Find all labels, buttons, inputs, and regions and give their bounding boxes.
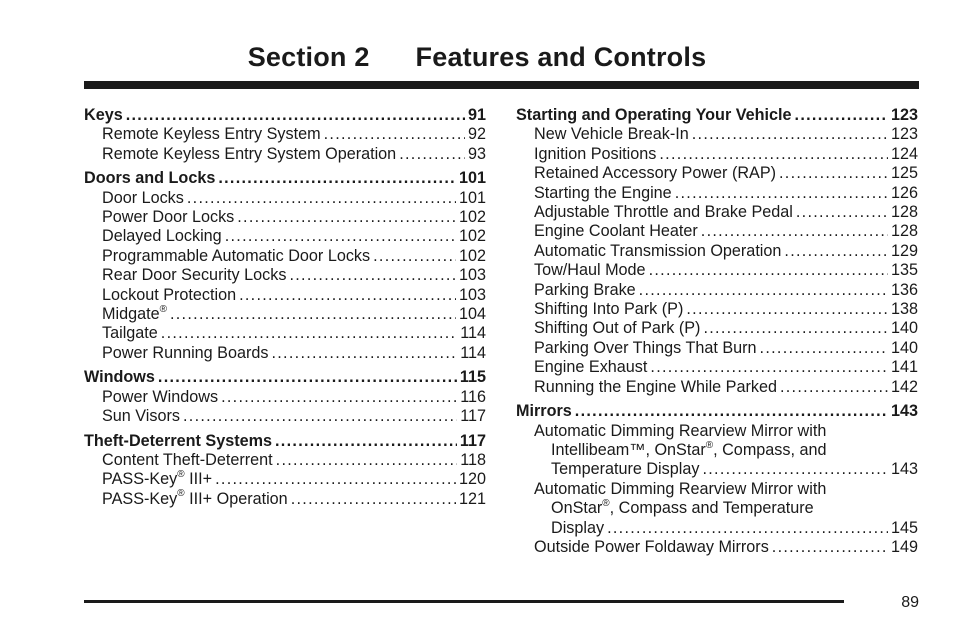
page-number: 89 <box>901 594 919 611</box>
toc-entry[interactable]: Ignition Positions . . . 124 <box>516 145 918 164</box>
toc-entry-line: Intellibeam™, OnStar®, Compass, and <box>551 439 827 459</box>
toc-entry[interactable]: Programmable Automatic Door Locks . . . 102 <box>84 247 486 266</box>
toc-entry[interactable]: Power Running Boards . . . 114 <box>84 344 486 363</box>
toc-entry[interactable]: Content Theft-Deterrent . . . 118 <box>84 451 486 470</box>
toc-entry-mirror-onstar[interactable] <box>516 480 918 538</box>
toc-entry[interactable]: Automatic Transmission Operation . . . 129 <box>516 242 918 261</box>
toc-entry-line: OnStar®, Compass and Temperature <box>551 497 814 518</box>
toc-heading[interactable]: Mirrors . . . 143 <box>516 402 918 421</box>
toc-entry-line: Automatic Dimming Rearview Mirror with <box>534 421 827 440</box>
toc-group-doors-and-locks <box>84 169 486 363</box>
toc-entry-mirror-intellibeam[interactable] <box>516 422 918 480</box>
toc-entry[interactable]: Sun Visors . . . 117 <box>84 407 486 426</box>
toc-entry[interactable]: Rear Door Security Locks . . . 103 <box>84 266 486 285</box>
toc-heading[interactable]: Starting and Operating Your Vehicle . . . 123 <box>516 106 918 125</box>
toc-group-starting <box>516 106 918 397</box>
registered-mark: ® <box>177 468 185 480</box>
toc-heading[interactable]: Keys . . . 91 <box>84 106 486 125</box>
toc-entry[interactable]: Power Windows . . . 116 <box>84 388 486 407</box>
toc-group-windows <box>84 368 486 426</box>
footer-rule <box>84 600 844 603</box>
section-title <box>0 42 954 73</box>
toc-entry[interactable]: Remote Keyless Entry System . . . 92 <box>84 125 486 144</box>
toc-entry[interactable]: Adjustable Throttle and Brake Pedal . . . 128 <box>516 203 918 222</box>
toc-entry[interactable]: Midgate® . . . 104 <box>84 305 486 324</box>
registered-mark: ® <box>177 488 185 500</box>
toc-right-column <box>516 106 918 562</box>
toc-heading[interactable]: Doors and Locks . . . 101 <box>84 169 486 188</box>
toc-entry[interactable]: Shifting Out of Park (P) . . . 140 <box>516 319 918 338</box>
toc-group-mirrors <box>516 402 918 557</box>
toc-entry[interactable]: Parking Brake . . . 136 <box>516 281 918 300</box>
toc-entry[interactable]: Remote Keyless Entry System Operation . . . 93 <box>84 145 486 164</box>
toc-heading[interactable]: Theft-Deterrent Systems . . . 117 <box>84 432 486 451</box>
section-name: Features and Controls <box>415 42 707 72</box>
toc-entry[interactable]: Power Door Locks . . . 102 <box>84 208 486 227</box>
toc-left-column <box>84 106 486 514</box>
toc-group-keys <box>84 106 486 164</box>
registered-mark: ® <box>602 497 610 509</box>
toc-entry[interactable]: Engine Exhaust . . . 141 <box>516 358 918 377</box>
toc-entry[interactable]: Door Locks . . . 101 <box>84 189 486 208</box>
toc-entry[interactable]: PASS-Key® III+ . . . 120 <box>84 470 486 489</box>
toc-entry[interactable]: Retained Accessory Power (RAP) . . . 125 <box>516 164 918 183</box>
toc-entry[interactable]: Lockout Protection . . . 103 <box>84 286 486 305</box>
toc-entry[interactable]: Running the Engine While Parked . . . 142 <box>516 378 918 397</box>
registered-mark: ® <box>705 439 714 451</box>
toc-entry-line: Display . . . 145 <box>516 519 918 538</box>
toc-entry[interactable]: Parking Over Things That Burn . . . 140 <box>516 339 918 358</box>
toc-group-theft-deterrent <box>84 432 486 510</box>
registered-mark: ® <box>159 303 167 315</box>
toc-entry[interactable]: New Vehicle Break-In . . . 123 <box>516 125 918 144</box>
toc-entry[interactable]: Tailgate . . . 114 <box>84 324 486 343</box>
section-label: Section 2 <box>247 42 370 72</box>
toc-entry[interactable]: Outside Power Foldaway Mirrors . . . 149 <box>516 538 918 557</box>
toc-entry[interactable]: Shifting Into Park (P) . . . 138 <box>516 300 918 319</box>
toc-heading[interactable]: Windows . . . 115 <box>84 368 486 387</box>
toc-entry-line: Temperature Display . . . 143 <box>516 460 918 479</box>
toc-entry[interactable]: Delayed Locking . . . 102 <box>84 227 486 246</box>
header-rule <box>84 81 919 89</box>
toc-entry-line: Automatic Dimming Rearview Mirror with <box>534 479 827 498</box>
toc-entry[interactable]: PASS-Key® III+ Operation . . . 121 <box>84 490 486 509</box>
toc-entry[interactable]: Engine Coolant Heater . . . 128 <box>516 222 918 241</box>
toc-entry[interactable]: Starting the Engine . . . 126 <box>516 184 918 203</box>
toc-entry[interactable]: Tow/Haul Mode . . . 135 <box>516 261 918 280</box>
